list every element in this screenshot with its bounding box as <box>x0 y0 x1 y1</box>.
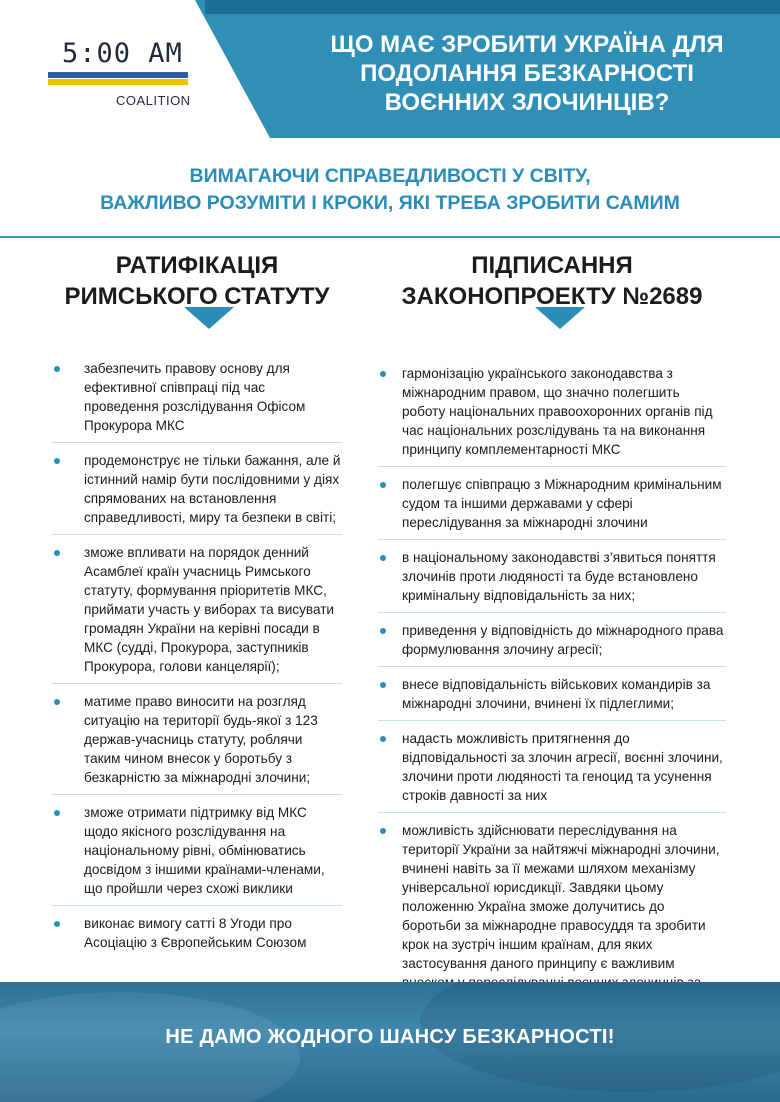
list-item-separator <box>378 666 726 667</box>
bullet-icon <box>54 810 60 816</box>
header <box>0 0 780 140</box>
bullet-icon <box>54 699 60 705</box>
bullet-icon <box>380 482 386 488</box>
bullet-icon <box>54 550 60 556</box>
main-title-line: ПОДОЛАННЯ БЕЗКАРНОСТІ <box>360 60 694 87</box>
list-item-text: можливість здійснювати переслідування на території України за найтяжчі міжнародні злочини, вчинені навіть за її межами шляхом механізму універсальної юрисдикції. Завдяки цьому положенню Україна зможе долучитись до боротьби за міжнародне правосуддя та зробити крок на зустріч іншим країнам, для яких застосування даного принципу є важливим <box>402 823 720 971</box>
bullet-icon <box>380 371 386 377</box>
list-item <box>52 914 342 952</box>
list-item-text: зможе впливати на порядок денний Асамблеї країн учасниць Римського статуту, формування пріоритетів МКС, приймати участь у виборах та висувати громадян України на керівні посади в МКС (судді, Прокурора, заступників Прокурора, голови канцелярії); <box>84 545 335 674</box>
list-item-text: приведення у відповідність до міжнародного права формулювання злочину агресії; <box>402 623 724 657</box>
subtitle-line: ВАЖЛИВО РОЗУМІТИ І КРОКИ, ЯКІ ТРЕБА ЗРОБИТИ САМИМ <box>100 192 680 214</box>
subtitle-line: ВИМАГАЮЧИ СПРАВЕДЛИВОСТІ У СВІТУ, <box>189 165 591 187</box>
flag-yellow-stripe <box>48 79 188 85</box>
list-item <box>52 692 342 787</box>
left-column-title-line: РИМСЬКОГО СТАТУТУ <box>64 283 330 310</box>
right-column-title <box>378 250 726 312</box>
list-item-text: надасть можливість притягнення до відповідальності за злочин агресії, воєнні злочини, злочини проти людяності та геноцид та усунення строків давності за них <box>402 731 723 803</box>
logo-text: 5:00 AM <box>62 38 183 69</box>
footer-banner <box>0 982 780 1102</box>
list-item-text: полегшує співпрацю з Міжнародним кримінальним судом та іншими державами у сфері переслідування за міжнародні злочини <box>402 477 722 530</box>
down-arrow-icon <box>184 307 234 329</box>
list-item <box>378 475 726 532</box>
down-arrow-icon <box>535 307 585 329</box>
bullet-icon <box>54 458 60 464</box>
list-item-separator <box>378 612 726 613</box>
section-divider <box>0 236 780 238</box>
left-items-list <box>52 359 342 952</box>
list-item-text: в національному законодавстві з’явиться поняття злочинів проти людяності та буде встановлено кримінальну відповідальність за них; <box>402 550 716 603</box>
bullet-icon <box>380 555 386 561</box>
list-item-separator <box>378 720 726 721</box>
list-item-separator <box>378 539 726 540</box>
list-item <box>52 359 342 435</box>
list-item <box>52 803 342 898</box>
right-column-title-line: ПІДПИСАННЯ <box>471 252 633 279</box>
bullet-icon <box>54 366 60 372</box>
main-title-line: ЩО МАЄ ЗРОБИТИ УКРАЇНА ДЛЯ <box>330 31 724 58</box>
list-item <box>378 621 726 659</box>
bullet-icon <box>54 921 60 927</box>
bullet-icon <box>380 682 386 688</box>
list-item-separator <box>52 534 342 535</box>
list-item-separator <box>52 905 342 906</box>
list-item <box>378 364 726 459</box>
list-item-text: забезпечить правову основу для ефективної співпраці під час проведення розслідування Офісом Прокурора МКС <box>84 361 306 433</box>
list-item-separator <box>52 442 342 443</box>
footer-slogan: НЕ ДАМО ЖОДНОГО ШАНСУ БЕЗКАРНОСТІ! <box>165 1026 615 1048</box>
list-item-text: гармонізацію українського законодавства з міжнародним правом, що значно полегшить роботу національних правоохоронних органів під час національних розслідувань та на виконання принципу комплементарності МКС <box>402 366 713 457</box>
right-column-title-line: ЗАКОНОПРОЕКТУ №2689 <box>401 283 703 310</box>
right-column <box>378 250 726 971</box>
list-item-separator <box>378 466 726 467</box>
list-item-text: внесе відповідальність військових командирів за міжнародні злочини, вчинені їх підлеглими; <box>402 677 711 711</box>
header-band-accent <box>205 0 780 14</box>
list-item-text: виконає вимогу сатті 8 Угоди про Асоціацію з Європейським Союзом <box>84 916 307 950</box>
bullet-icon <box>380 828 386 834</box>
left-column-title-line: РАТИФІКАЦІЯ <box>115 252 279 279</box>
flag-blue-stripe <box>48 72 188 78</box>
list-item <box>52 451 342 527</box>
list-item <box>378 675 726 713</box>
right-items-list <box>378 364 726 1011</box>
list-item <box>378 729 726 805</box>
list-item-separator <box>378 812 726 813</box>
main-title-line: ВОЄННИХ ЗЛОЧИНЦІВ? <box>384 89 670 116</box>
list-item-text: матиме право виносити на розгляд ситуацію на території будь-якої з 123 держав-учасниць статуту, роблячи таким чином внесок у боротьбу з безкарністю за міжнародні злочини; <box>84 694 318 785</box>
coalition-logo <box>48 38 193 113</box>
list-item-separator <box>52 794 342 795</box>
left-column-title <box>52 250 342 312</box>
list-item-text: зможе отримати підтримку від МКС щодо якісного розслідування на національному рівні, обмінюватись досвідом з іншими країнами-членами, що пройшли через схожі виклики <box>84 805 325 896</box>
left-column <box>52 250 342 950</box>
list-item <box>52 543 342 676</box>
main-title <box>292 30 762 117</box>
bullet-icon <box>380 628 386 634</box>
logo-subtitle: COALITION <box>116 93 191 108</box>
subtitle <box>0 163 780 217</box>
bullet-icon <box>380 736 386 742</box>
list-item <box>378 548 726 605</box>
list-item-text: продемонструє не тільки бажання, але й істинний намір бути послідовними у діях спрямованих на встановлення справедливості, миру та безпеки в світі; <box>84 453 341 525</box>
list-item-separator <box>52 683 342 684</box>
